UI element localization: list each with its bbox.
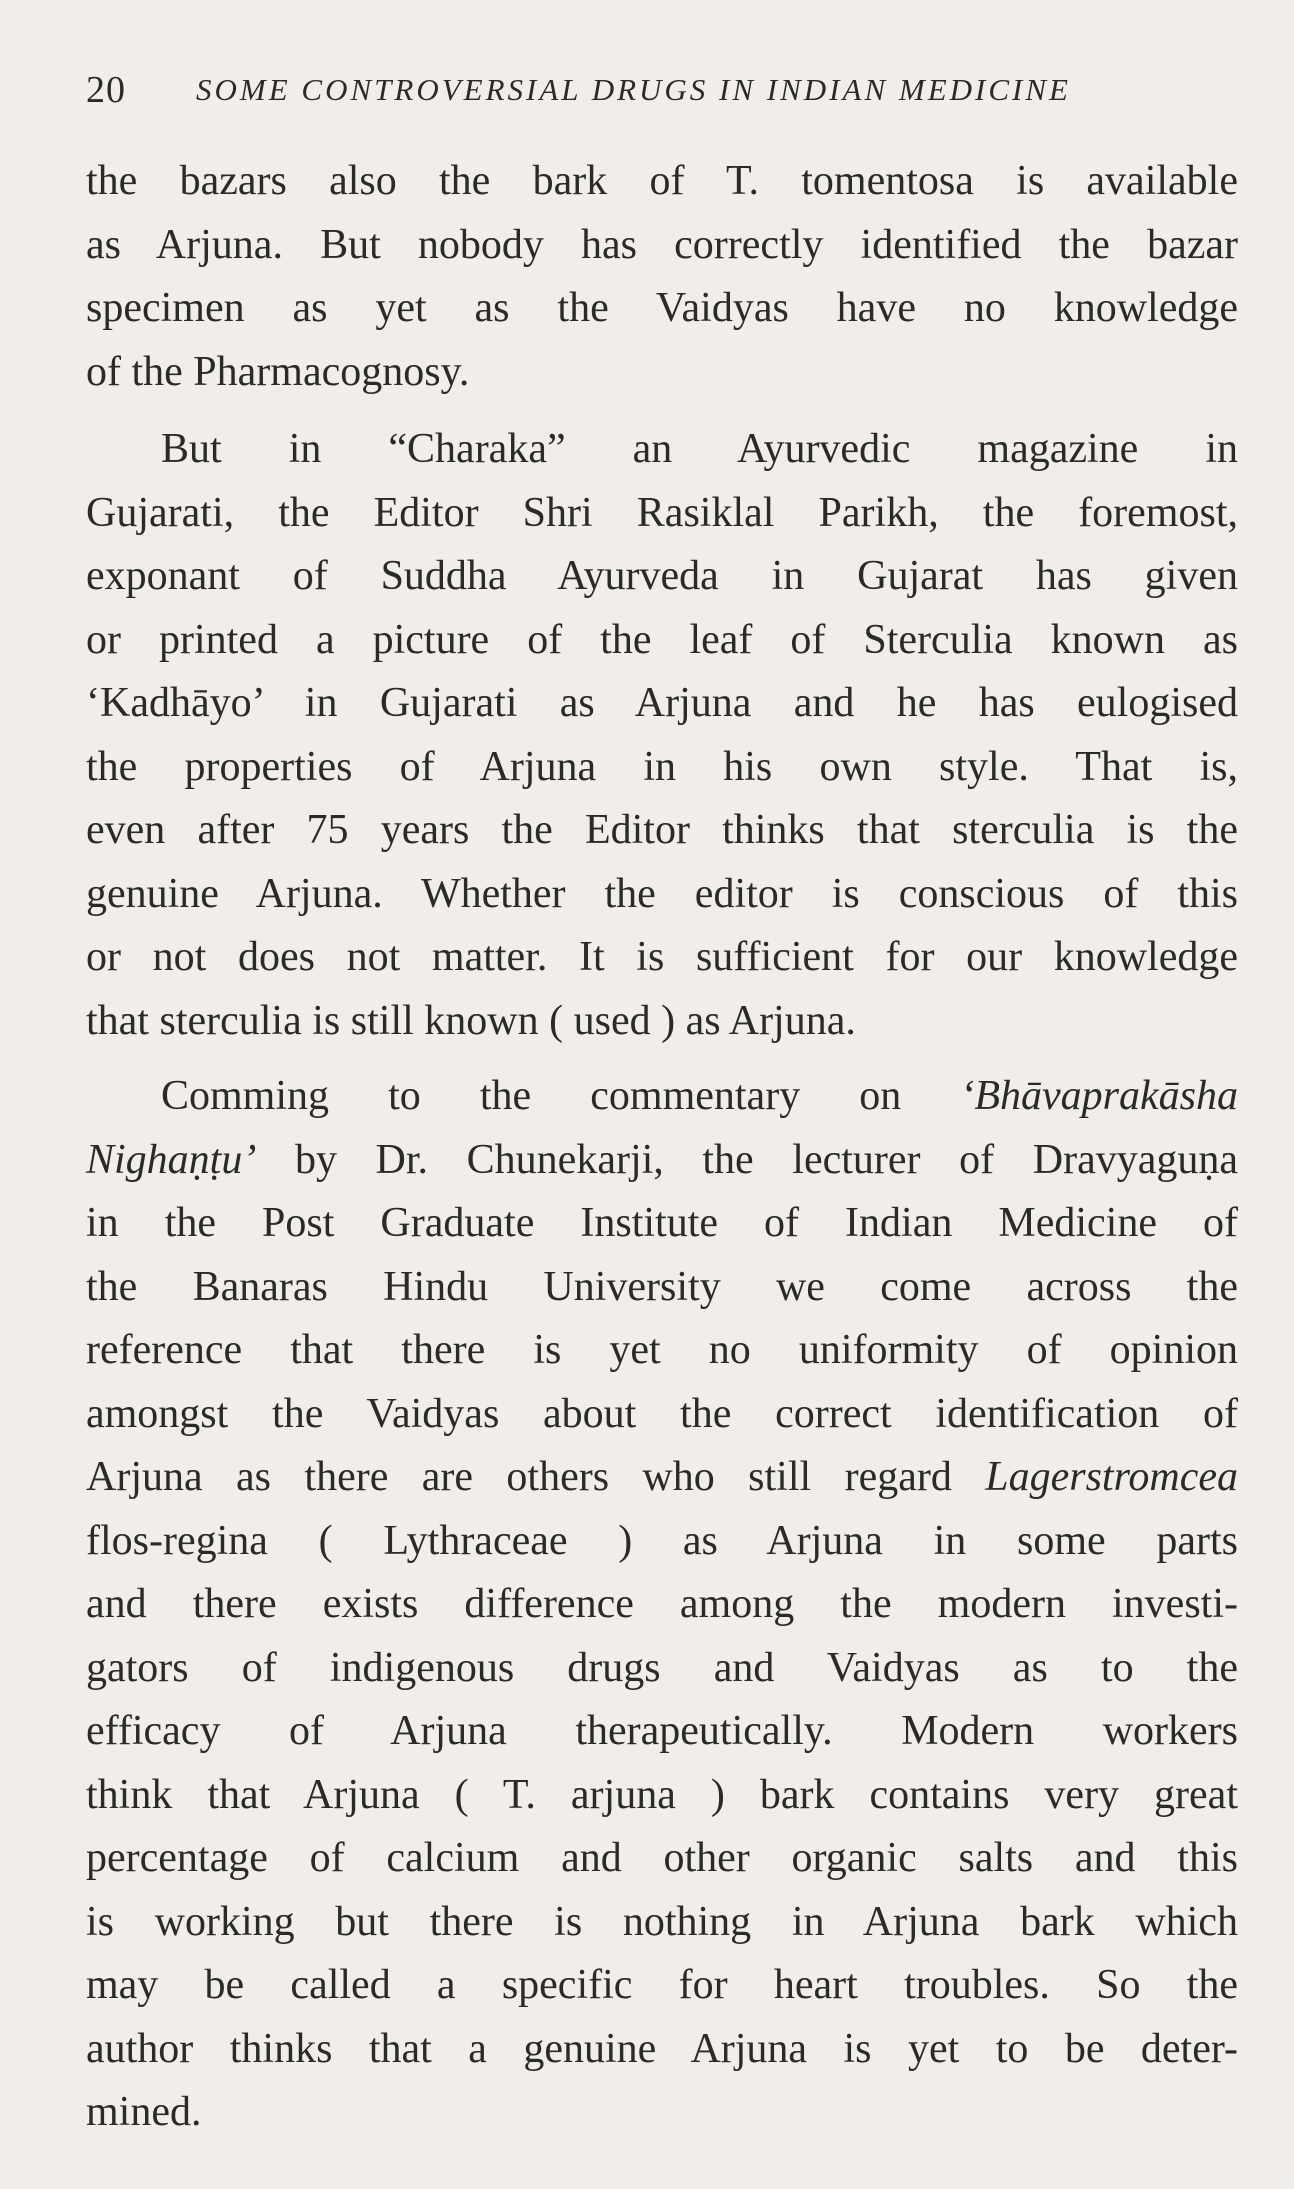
text-segment: by Dr. Chunekarji, the lecturer of Dravyaguṇa [256,1136,1238,1183]
text-line [86,1637,1238,1701]
text-segment: in the Post Graduate Institute of Indian Medicine of [86,1200,1238,1246]
text-line [86,545,1238,609]
text-segment: flos-regina ( Lythraceae ) as Arjuna in some parts [86,1517,1238,1564]
text-line [86,277,1238,341]
text-segment: Gujarati, the Editor Shri Rasiklal Parikh, the foremost, [86,489,1238,536]
text-line [86,1827,1238,1891]
text-line [86,1573,1238,1637]
text-line [86,672,1238,736]
text-line [86,1256,1238,1320]
text-line [86,1129,1238,1193]
text-line [86,609,1238,673]
text-segment: or not does not matter. It is sufficient for our knowledge [86,934,1238,980]
text-segment: that sterculia is still known ( used ) as Arjuna. [86,997,856,1044]
paragraph [86,418,1238,1053]
text-segment: think that Arjuna ( T. arjuna ) bark contains very great [86,1771,1238,1818]
text-segment: Arjuna as there are others who still regard [86,1454,986,1500]
text-line [86,341,1238,405]
text-segment: and there exists difference among the modern investi- [86,1581,1238,1627]
text-line [86,863,1238,927]
text-line [86,214,1238,278]
text-segment: efficacy of Arjuna therapeutically. Modern workers [86,1708,1238,1754]
text-line [86,418,1238,482]
italic-text: Lagerstromcea [985,1454,1238,1500]
text-line [86,1446,1238,1510]
text-segment: ‘Kadhāyo’ in Gujarati as Arjuna and he has eulogised [86,680,1238,726]
text-segment: or printed a picture of the leaf of Sterculia known as [86,616,1238,663]
text-segment: author thinks that a genuine Arjuna is yet to be deter- [86,2025,1238,2072]
text-segment: genuine Arjuna. Whether the editor is conscious of this [86,870,1238,917]
text-line [86,926,1238,990]
text-line [86,1954,1238,2018]
running-header [86,60,1206,120]
text-segment: exponant of Suddha Ayurveda in Gujarat has given [86,553,1238,599]
text-segment: specimen as yet as the Vaidyas have no knowledge [86,285,1238,331]
text-line [86,1319,1238,1383]
italic-text: Nighaṇṭu’ [86,1136,257,1183]
text-line [86,1383,1238,1447]
text-line [86,1764,1238,1828]
text-line [86,1891,1238,1955]
text-line [86,799,1238,863]
text-segment: But in “Charaka” an Ayurvedic magazine in [161,426,1238,472]
page-number: 20 [86,69,126,111]
text-line [86,1192,1238,1256]
text-segment: may be called a specific for heart troubles. So the [86,1962,1238,2008]
text-segment: is working but there is nothing in Arjuna bark which [86,1898,1238,1945]
text-segment: percentage of calcium and other organic salts and this [86,1835,1238,1881]
text-segment: of the Pharmacognosy. [86,348,470,395]
text-segment: even after 75 years the Editor thinks that sterculia is the [86,807,1238,853]
text-segment: the Banaras Hindu University we come across the [86,1263,1238,1310]
body-text [86,150,1238,2145]
text-segment: mined. [86,2089,202,2135]
text-line [86,2081,1238,2145]
paragraph [86,150,1238,404]
text-segment: the bazars also the bark of T. tomentosa is available [86,158,1238,204]
text-line [86,736,1238,800]
text-segment: Comming to the commentary on [161,1073,961,1119]
running-title: SOME CONTROVERSIAL DRUGS IN INDIAN MEDICINE [196,72,1071,107]
text-line [86,990,1238,1054]
text-line [86,482,1238,546]
text-line [86,1065,1238,1129]
text-line [86,1700,1238,1764]
text-segment: as Arjuna. But nobody has correctly identified the bazar [86,221,1238,268]
text-line [86,1510,1238,1574]
text-line [86,150,1238,214]
text-line [86,2018,1238,2082]
text-segment: gators of indigenous drugs and Vaidyas as to the [86,1644,1238,1691]
text-segment: amongst the Vaidyas about the correct identification of [86,1390,1238,1437]
italic-text: ‘Bhāvaprakāsha [960,1073,1238,1119]
paragraph [86,1065,1238,2145]
text-segment: reference that there is yet no uniformity of opinion [86,1327,1238,1373]
text-segment: the properties of Arjuna in his own style. That is, [86,743,1238,790]
